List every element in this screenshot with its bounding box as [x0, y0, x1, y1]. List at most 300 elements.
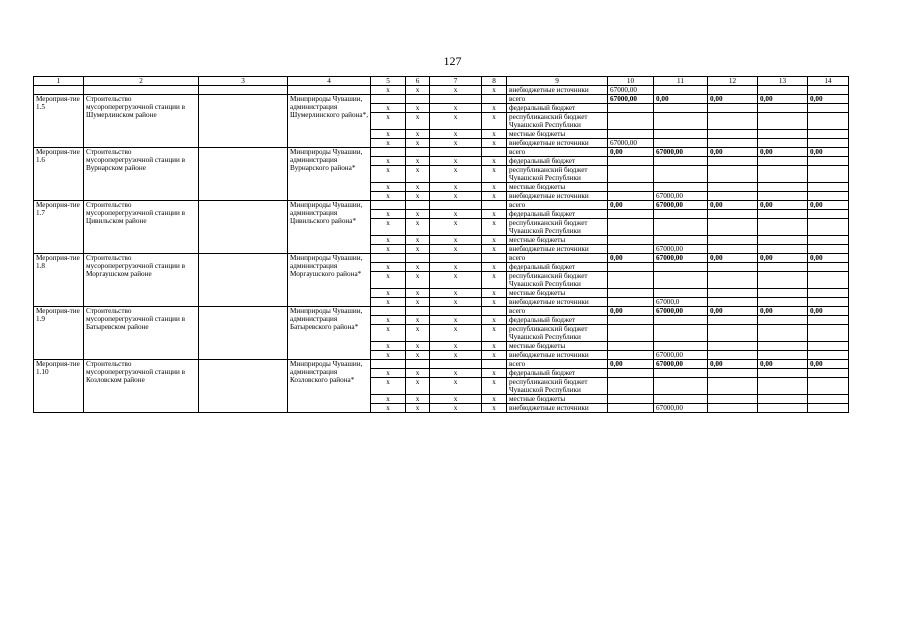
value-cell	[758, 298, 808, 307]
value-cell	[654, 378, 708, 395]
value-cell	[808, 236, 849, 245]
mark-cell: x	[482, 351, 507, 360]
value-cell	[708, 166, 758, 183]
mark-cell: x	[482, 183, 507, 192]
mark-cell: x	[430, 113, 482, 130]
measure-id: Мероприя-тие 1.8	[34, 254, 84, 307]
table-row	[34, 307, 849, 316]
value-cell	[654, 219, 708, 236]
value-cell: 0,00	[608, 360, 654, 369]
mark-cell	[371, 95, 406, 104]
value-cell	[608, 316, 654, 325]
mark-cell: x	[430, 395, 482, 404]
value-cell	[808, 139, 849, 148]
value-cell	[758, 369, 808, 378]
value-cell	[758, 183, 808, 192]
measure-name: Строительство мусороперегрузочной станции в Козловском районе	[84, 360, 199, 413]
value-cell: 0,00	[808, 360, 849, 369]
mark-cell: x	[430, 183, 482, 192]
mark-cell: x	[371, 298, 406, 307]
mark-cell	[482, 307, 507, 316]
mark-cell: x	[371, 351, 406, 360]
value-cell: 67000,00	[654, 404, 708, 413]
mark-cell	[430, 307, 482, 316]
mark-cell: x	[371, 342, 406, 351]
value-cell: 0,00	[708, 95, 758, 104]
value-cell	[708, 378, 758, 395]
mark-cell: x	[406, 139, 430, 148]
value-cell	[708, 351, 758, 360]
empty-cell	[199, 148, 288, 201]
value-cell	[654, 104, 708, 113]
empty-cell	[199, 360, 288, 413]
page-number: 127	[443, 54, 462, 68]
value-cell: 67000,00	[654, 148, 708, 157]
mark-cell	[406, 148, 430, 157]
empty-cell	[758, 86, 808, 95]
mark-cell: x	[430, 236, 482, 245]
column-header: 1	[34, 77, 84, 86]
funding-source: всего	[507, 201, 608, 210]
mark-cell: x	[406, 369, 430, 378]
mark-cell: x	[406, 298, 430, 307]
mark-cell: x	[371, 113, 406, 130]
funding-source: местные бюджеты	[507, 130, 608, 139]
program-table	[33, 76, 849, 413]
value-cell: 0,00	[808, 254, 849, 263]
value-cell	[654, 325, 708, 342]
value-cell	[608, 378, 654, 395]
value-cell	[608, 325, 654, 342]
measure-name: Строительство мусороперегрузочной станции в Цивильском районе	[84, 201, 199, 254]
value-cell	[708, 298, 758, 307]
mark-cell: x	[482, 86, 507, 95]
value-cell: 0,00	[608, 201, 654, 210]
funding-source: федеральный бюджет	[507, 369, 608, 378]
mark-cell: x	[406, 86, 430, 95]
value-cell: 67000,00	[654, 245, 708, 254]
measure-name: Строительство мусороперегрузочной станции в Вурнарском районе	[84, 148, 199, 201]
mark-cell	[482, 148, 507, 157]
empty-cell	[199, 307, 288, 360]
mark-cell: x	[482, 219, 507, 236]
value-cell	[654, 369, 708, 378]
mark-cell	[371, 360, 406, 369]
mark-cell: x	[430, 369, 482, 378]
value-cell	[808, 325, 849, 342]
mark-cell: x	[406, 325, 430, 342]
funding-source: федеральный бюджет	[507, 263, 608, 272]
value-cell	[758, 157, 808, 166]
value-cell	[608, 263, 654, 272]
value-cell	[708, 325, 758, 342]
measure-id: Мероприя-тие 1.6	[34, 148, 84, 201]
mark-cell: x	[371, 86, 406, 95]
value-cell: 0,00	[758, 95, 808, 104]
value-cell: 67000,00	[608, 139, 654, 148]
value-cell	[608, 219, 654, 236]
column-header: 7	[430, 77, 482, 86]
mark-cell: x	[482, 104, 507, 113]
value-cell	[708, 183, 758, 192]
mark-cell	[482, 254, 507, 263]
mark-cell	[482, 201, 507, 210]
value-cell: 67000,00	[654, 201, 708, 210]
value-cell	[608, 104, 654, 113]
mark-cell: x	[482, 316, 507, 325]
mark-cell: x	[371, 263, 406, 272]
value-cell: 67000,0	[654, 298, 708, 307]
mark-cell: x	[430, 316, 482, 325]
mark-cell: x	[482, 263, 507, 272]
mark-cell: x	[430, 139, 482, 148]
value-cell: 0,00	[708, 307, 758, 316]
mark-cell: x	[482, 236, 507, 245]
mark-cell: x	[482, 404, 507, 413]
mark-cell: x	[371, 272, 406, 289]
value-cell: 0,00	[708, 254, 758, 263]
column-header: 14	[808, 77, 849, 86]
value-cell	[708, 113, 758, 130]
value-cell	[608, 351, 654, 360]
measure-name: Строительство мусороперегрузочной станции в Батыревском районе	[84, 307, 199, 360]
mark-cell	[371, 307, 406, 316]
mark-cell: x	[430, 351, 482, 360]
value-cell	[758, 289, 808, 298]
mark-cell: x	[430, 86, 482, 95]
value-cell	[708, 404, 758, 413]
value-cell	[758, 139, 808, 148]
value-cell	[708, 369, 758, 378]
mark-cell: x	[406, 157, 430, 166]
empty-cell	[199, 95, 288, 148]
value-cell	[708, 157, 758, 166]
mark-cell: x	[371, 289, 406, 298]
mark-cell: x	[482, 369, 507, 378]
measure-id: Мероприя-тие 1.10	[34, 360, 84, 413]
mark-cell: x	[482, 139, 507, 148]
value-cell	[654, 316, 708, 325]
mark-cell: x	[430, 192, 482, 201]
value-cell	[608, 192, 654, 201]
value-cell	[708, 342, 758, 351]
mark-cell	[371, 201, 406, 210]
mark-cell: x	[430, 210, 482, 219]
mark-cell: x	[406, 236, 430, 245]
value-cell	[808, 166, 849, 183]
value-cell	[758, 236, 808, 245]
mark-cell: x	[406, 342, 430, 351]
funding-source: всего	[507, 254, 608, 263]
value-cell	[608, 369, 654, 378]
funding-source: внебюджетные источники	[507, 404, 608, 413]
funding-source: внебюджетные источники	[507, 192, 608, 201]
value-cell	[708, 289, 758, 298]
value-cell: 67000,00	[608, 95, 654, 104]
funding-source: республиканский бюджет Чувашской Республики	[507, 166, 608, 183]
value-cell	[654, 166, 708, 183]
mark-cell: x	[371, 166, 406, 183]
value-cell: 0,00	[758, 254, 808, 263]
executor: Минприроды Чувашии, администрация Цивильского района*	[288, 201, 371, 254]
value-cell: 0,00	[808, 95, 849, 104]
table-row	[34, 148, 849, 157]
value-cell	[808, 404, 849, 413]
value-cell: 0,00	[758, 148, 808, 157]
mark-cell: x	[406, 210, 430, 219]
mark-cell: x	[430, 130, 482, 139]
mark-cell: x	[371, 245, 406, 254]
mark-cell	[406, 360, 430, 369]
value-cell	[758, 113, 808, 130]
value-cell	[758, 378, 808, 395]
table-row	[34, 95, 849, 104]
mark-cell: x	[482, 210, 507, 219]
value-cell	[808, 263, 849, 272]
value-cell	[654, 113, 708, 130]
value-cell: 0,00	[608, 254, 654, 263]
value-cell	[708, 130, 758, 139]
column-header: 10	[608, 77, 654, 86]
column-header: 11	[654, 77, 708, 86]
column-header: 4	[288, 77, 371, 86]
value-cell	[808, 130, 849, 139]
mark-cell	[406, 95, 430, 104]
value-cell	[708, 236, 758, 245]
mark-cell: x	[406, 104, 430, 113]
funding-source: внебюджетные источники	[507, 351, 608, 360]
value-cell	[758, 272, 808, 289]
column-header: 13	[758, 77, 808, 86]
funding-source: внебюджетные источники	[507, 245, 608, 254]
mark-cell: x	[406, 130, 430, 139]
mark-cell: x	[371, 325, 406, 342]
executor: Минприроды Чувашии, администрация Шумерлинского района*,	[288, 95, 371, 148]
mark-cell: x	[371, 395, 406, 404]
executor: Минприроды Чувашии, администрация Козловского района*	[288, 360, 371, 413]
column-header: 3	[199, 77, 288, 86]
mark-cell: x	[430, 342, 482, 351]
mark-cell	[430, 201, 482, 210]
mark-cell: x	[406, 272, 430, 289]
value-cell	[608, 236, 654, 245]
table-row	[34, 201, 849, 210]
value-cell	[758, 192, 808, 201]
value-cell	[808, 316, 849, 325]
value-cell	[708, 316, 758, 325]
value-cell	[758, 342, 808, 351]
funding-source: местные бюджеты	[507, 342, 608, 351]
mark-cell: x	[430, 325, 482, 342]
value-cell	[808, 351, 849, 360]
value-cell	[758, 166, 808, 183]
column-header: 2	[84, 77, 199, 86]
value-cell	[808, 219, 849, 236]
value-cell: 0,00	[608, 148, 654, 157]
mark-cell: x	[482, 245, 507, 254]
value-cell	[758, 210, 808, 219]
value-cell	[808, 192, 849, 201]
value-cell	[608, 157, 654, 166]
funding-source: федеральный бюджет	[507, 210, 608, 219]
value-cell	[608, 210, 654, 219]
funding-source: внебюджетные источники	[507, 139, 608, 148]
value-cell	[654, 183, 708, 192]
mark-cell: x	[371, 316, 406, 325]
value-cell	[654, 342, 708, 351]
funding-source: федеральный бюджет	[507, 316, 608, 325]
funding-source: внебюджетные источники	[507, 86, 608, 95]
empty-cell	[34, 86, 84, 95]
value-cell: 67000,00	[654, 307, 708, 316]
mark-cell: x	[371, 157, 406, 166]
value-cell	[608, 342, 654, 351]
value-cell	[808, 369, 849, 378]
mark-cell	[482, 95, 507, 104]
value-cell	[608, 166, 654, 183]
value-cell	[808, 157, 849, 166]
mark-cell	[482, 360, 507, 369]
mark-cell: x	[430, 404, 482, 413]
value-cell	[708, 210, 758, 219]
measure-name: Строительство мусороперегрузочной станции в Моргаушском районе	[84, 254, 199, 307]
mark-cell: x	[430, 378, 482, 395]
mark-cell	[371, 254, 406, 263]
value-cell	[758, 245, 808, 254]
value-cell	[654, 289, 708, 298]
table-row	[34, 360, 849, 369]
mark-cell	[430, 95, 482, 104]
value-cell	[808, 289, 849, 298]
mark-cell: x	[482, 289, 507, 298]
mark-cell: x	[406, 316, 430, 325]
value-cell: 0,00	[608, 307, 654, 316]
mark-cell: x	[371, 404, 406, 413]
mark-cell	[406, 201, 430, 210]
column-header: 5	[371, 77, 406, 86]
mark-cell: x	[371, 369, 406, 378]
value-cell	[708, 192, 758, 201]
mark-cell: x	[371, 210, 406, 219]
measure-id: Мероприя-тие 1.7	[34, 201, 84, 254]
empty-cell	[199, 201, 288, 254]
mark-cell: x	[406, 378, 430, 395]
funding-source: местные бюджеты	[507, 289, 608, 298]
value-cell	[608, 113, 654, 130]
funding-source: всего	[507, 95, 608, 104]
mark-cell: x	[406, 404, 430, 413]
funding-source: республиканский бюджет Чувашской Республики	[507, 113, 608, 130]
value-cell	[758, 325, 808, 342]
value-cell: 0,00	[808, 201, 849, 210]
value-cell	[808, 272, 849, 289]
empty-cell	[199, 86, 288, 95]
value-cell	[654, 395, 708, 404]
column-header: 9	[507, 77, 608, 86]
value-cell	[758, 104, 808, 113]
value-cell	[654, 272, 708, 289]
mark-cell: x	[371, 139, 406, 148]
column-header: 8	[482, 77, 507, 86]
mark-cell: x	[482, 272, 507, 289]
mark-cell: x	[430, 298, 482, 307]
value-cell	[708, 219, 758, 236]
value-cell: 0,00	[708, 148, 758, 157]
funding-source: федеральный бюджет	[507, 104, 608, 113]
value-cell	[808, 210, 849, 219]
value-cell: 0,00	[808, 307, 849, 316]
empty-cell	[808, 86, 849, 95]
value-cell	[758, 395, 808, 404]
value-cell: 67000,00	[654, 351, 708, 360]
value-cell: 0,00	[758, 201, 808, 210]
funding-source: республиканский бюджет Чувашской Республики	[507, 378, 608, 395]
mark-cell: x	[406, 183, 430, 192]
mark-cell: x	[482, 342, 507, 351]
mark-cell: x	[430, 245, 482, 254]
column-header: 6	[406, 77, 430, 86]
mark-cell: x	[482, 192, 507, 201]
empty-cell	[708, 86, 758, 95]
measure-id: Мероприя-тие 1.9	[34, 307, 84, 360]
mark-cell: x	[406, 113, 430, 130]
value-cell	[808, 378, 849, 395]
value-cell: 67000,00	[654, 192, 708, 201]
value-cell: 67000,00	[654, 360, 708, 369]
value-cell: 0,00	[808, 148, 849, 157]
mark-cell: x	[371, 192, 406, 201]
mark-cell: x	[371, 183, 406, 192]
executor: Минприроды Чувашии, администрация Батыревского района*	[288, 307, 371, 360]
mark-cell: x	[371, 378, 406, 395]
value-cell: 67000,00	[608, 86, 654, 95]
measure-id: Мероприя-тие 1.5	[34, 95, 84, 148]
value-cell	[708, 272, 758, 289]
mark-cell	[430, 254, 482, 263]
empty-cell	[288, 86, 371, 95]
mark-cell: x	[482, 378, 507, 395]
value-cell	[608, 245, 654, 254]
continuation-row	[34, 86, 849, 95]
value-cell	[808, 183, 849, 192]
mark-cell: x	[371, 130, 406, 139]
mark-cell: x	[482, 113, 507, 130]
mark-cell	[430, 148, 482, 157]
value-cell	[708, 245, 758, 254]
value-cell	[808, 298, 849, 307]
value-cell	[708, 139, 758, 148]
funding-source: республиканский бюджет Чувашской Республики	[507, 272, 608, 289]
mark-cell: x	[430, 104, 482, 113]
value-cell	[758, 404, 808, 413]
mark-cell: x	[371, 104, 406, 113]
value-cell	[608, 130, 654, 139]
mark-cell	[371, 148, 406, 157]
value-cell	[608, 298, 654, 307]
mark-cell: x	[406, 263, 430, 272]
value-cell	[808, 104, 849, 113]
value-cell	[654, 236, 708, 245]
measure-name: Строительство мусороперегрузочной станции в Шумерлинском районе	[84, 95, 199, 148]
table-row	[34, 254, 849, 263]
value-cell	[758, 130, 808, 139]
mark-cell: x	[430, 263, 482, 272]
mark-cell: x	[430, 272, 482, 289]
value-cell	[708, 395, 758, 404]
header-row	[34, 77, 849, 86]
value-cell	[654, 139, 708, 148]
funding-source: всего	[507, 360, 608, 369]
